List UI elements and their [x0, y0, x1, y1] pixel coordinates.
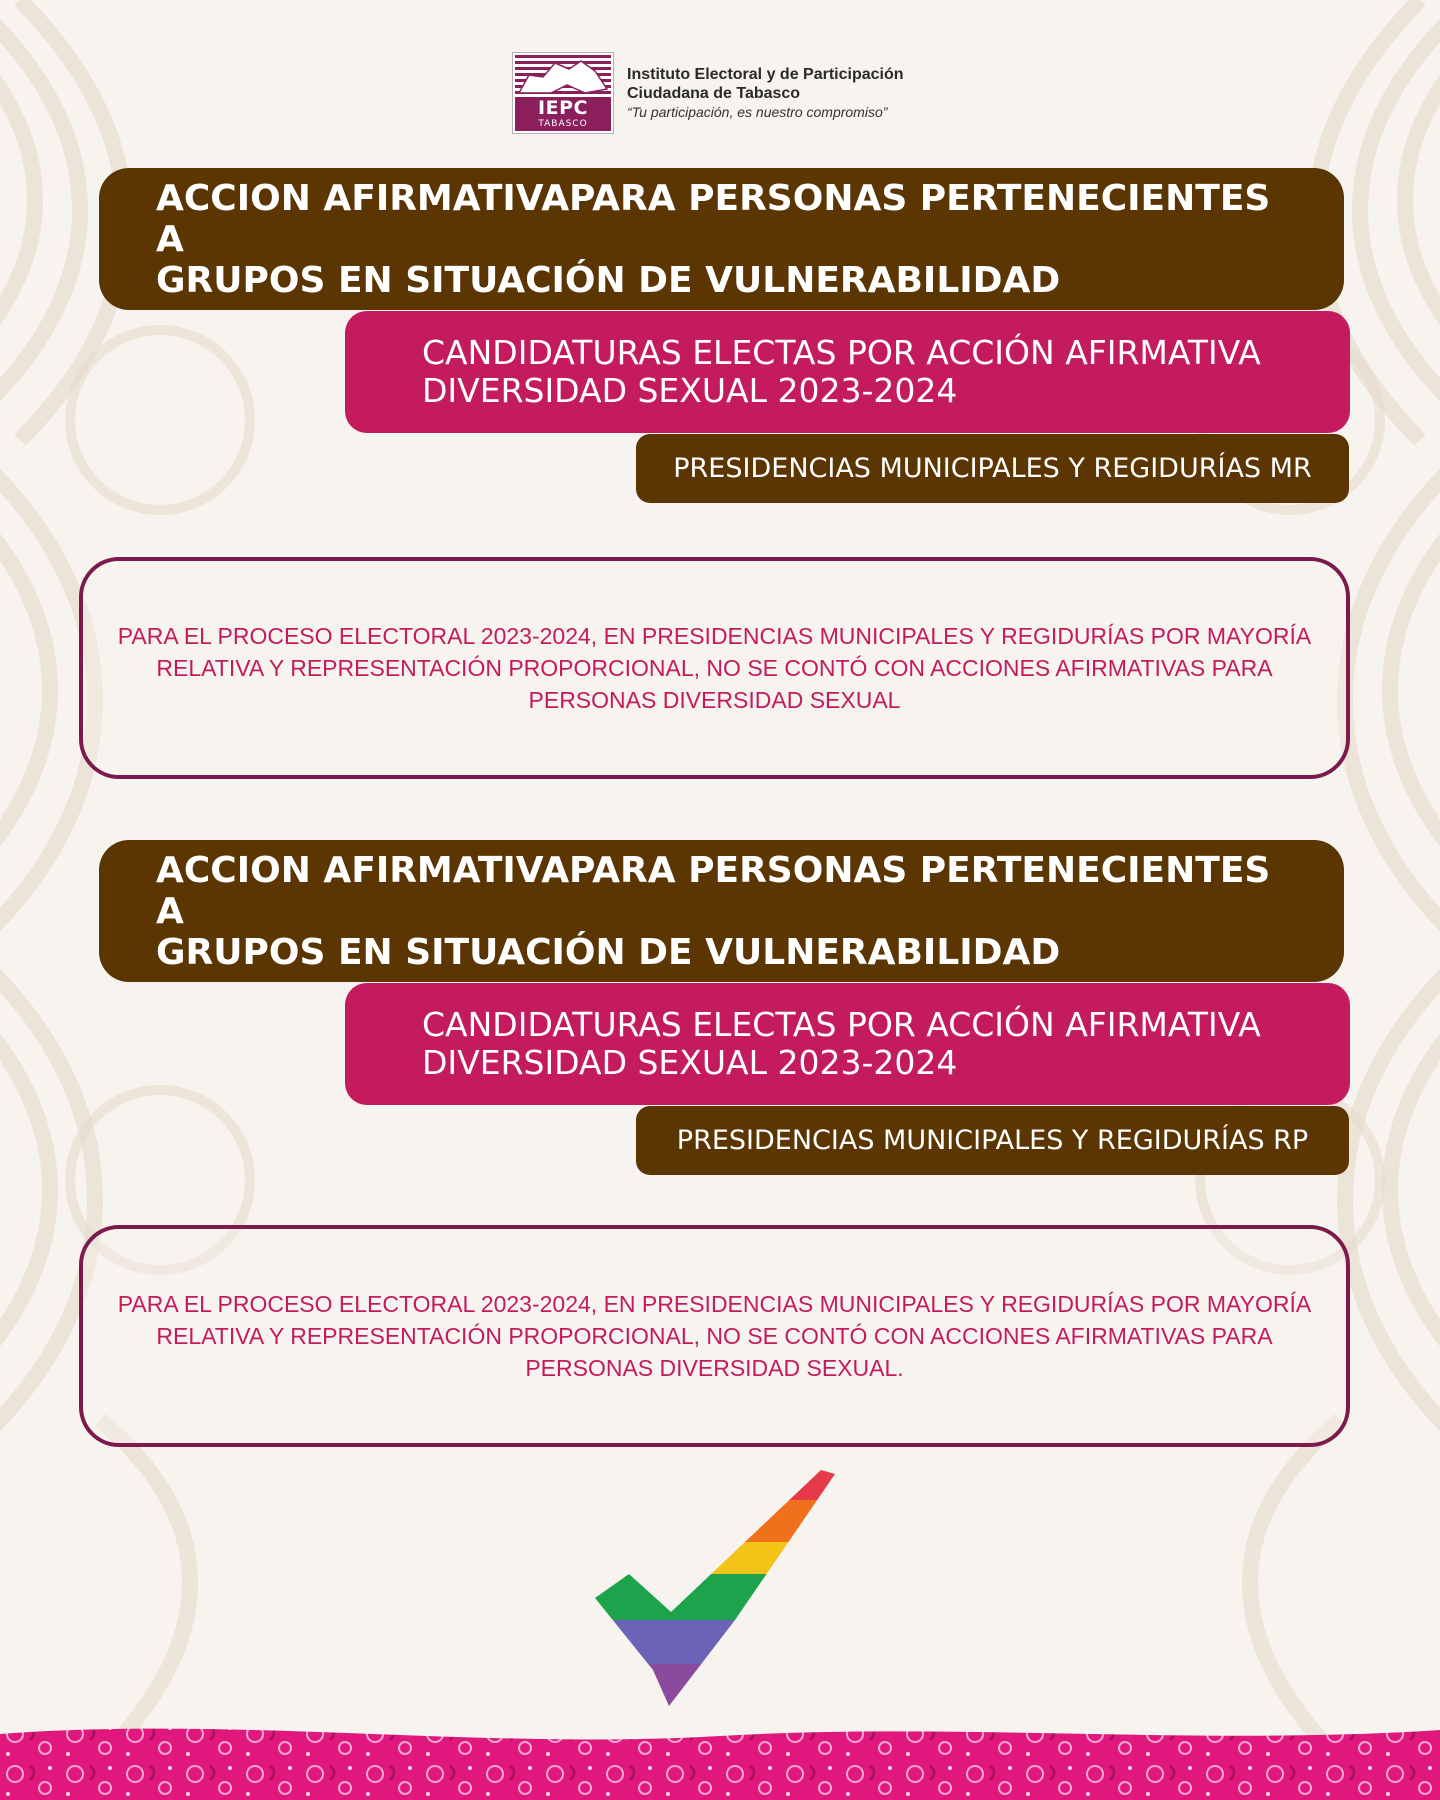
- header: [512, 52, 932, 134]
- section-2-title-line1: ACCION AFIRMATIVAPARA PERSONAS PERTENECIENTES A: [156, 849, 1271, 932]
- section-2-category-tag: [636, 1106, 1349, 1175]
- section-1-category-tag: [636, 434, 1349, 503]
- section-1-note-line3: PERSONAS DIVERSIDAD SEXUAL: [528, 687, 901, 713]
- section-1-subtitle-banner: [345, 311, 1350, 433]
- section-2-subtitle-line1: CANDIDATURAS ELECTAS POR ACCIÓN AFIRMATIVA: [422, 1005, 1261, 1044]
- institution-name-line2: Ciudadana de Tabasco: [627, 84, 801, 102]
- iepc-logo: [512, 52, 614, 134]
- section-2-subtitle-banner: [345, 983, 1350, 1105]
- section-1-subtitle-line2: DIVERSIDAD SEXUAL 2023-2024: [422, 371, 958, 410]
- section-1-category-label: PRESIDENCIAS MUNICIPALES Y REGIDURÍAS MR: [673, 453, 1312, 484]
- institution-name-line1: Instituto Electoral y de Participación: [627, 65, 904, 83]
- tabasco-map-icon: [515, 55, 611, 97]
- section-2-note-box: [79, 1225, 1350, 1447]
- section-2-subtitle-line2: DIVERSIDAD SEXUAL 2023-2024: [422, 1043, 958, 1082]
- institution-block: [627, 65, 904, 122]
- section-1-note-box: [79, 557, 1350, 779]
- section-1-title-line1: ACCION AFIRMATIVAPARA PERSONAS PERTENECIENTES A: [156, 177, 1271, 260]
- section-1-subtitle-line1: CANDIDATURAS ELECTAS POR ACCIÓN AFIRMATIVA: [422, 333, 1261, 372]
- section-2-title-line2: GRUPOS EN SITUACIÓN DE VULNERABILIDAD: [156, 931, 1061, 973]
- rainbow-checkmark-icon: [595, 1470, 845, 1710]
- section-2-title-banner: [99, 840, 1344, 982]
- section-1-title-banner: [99, 168, 1344, 310]
- section-2-category-label: PRESIDENCIAS MUNICIPALES Y REGIDURÍAS RP: [676, 1125, 1309, 1156]
- logo-sub-text: TABASCO: [538, 119, 588, 129]
- section-2-note-line1: PARA EL PROCESO ELECTORAL 2023-2024, EN PRESIDENCIAS MUNICIPALES Y REGIDURÍAS POR MAYORÍA: [117, 1291, 1312, 1317]
- decorative-bottom-wave: [0, 1720, 1440, 1800]
- section-1-note-line1: PARA EL PROCESO ELECTORAL 2023-2024, EN PRESIDENCIAS MUNICIPALES Y REGIDURÍAS POR MAYORÍA: [117, 623, 1312, 649]
- section-2-note-line2: RELATIVA Y REPRESENTACIÓN PROPORCIONAL, NO SE CONTÓ CON ACCIONES AFIRMATIVAS PARA: [156, 1323, 1273, 1349]
- section-1-note-line2: RELATIVA Y REPRESENTACIÓN PROPORCIONAL, NO SE CONTÓ CON ACCIONES AFIRMATIVAS PARA: [156, 655, 1273, 681]
- institution-slogan: “Tu participación, es nuestro compromiso”: [627, 103, 888, 120]
- section-1-title-line2: GRUPOS EN SITUACIÓN DE VULNERABILIDAD: [156, 259, 1061, 301]
- logo-main-text: IEPC: [538, 97, 588, 119]
- section-2-note-line3: PERSONAS DIVERSIDAD SEXUAL.: [525, 1355, 904, 1381]
